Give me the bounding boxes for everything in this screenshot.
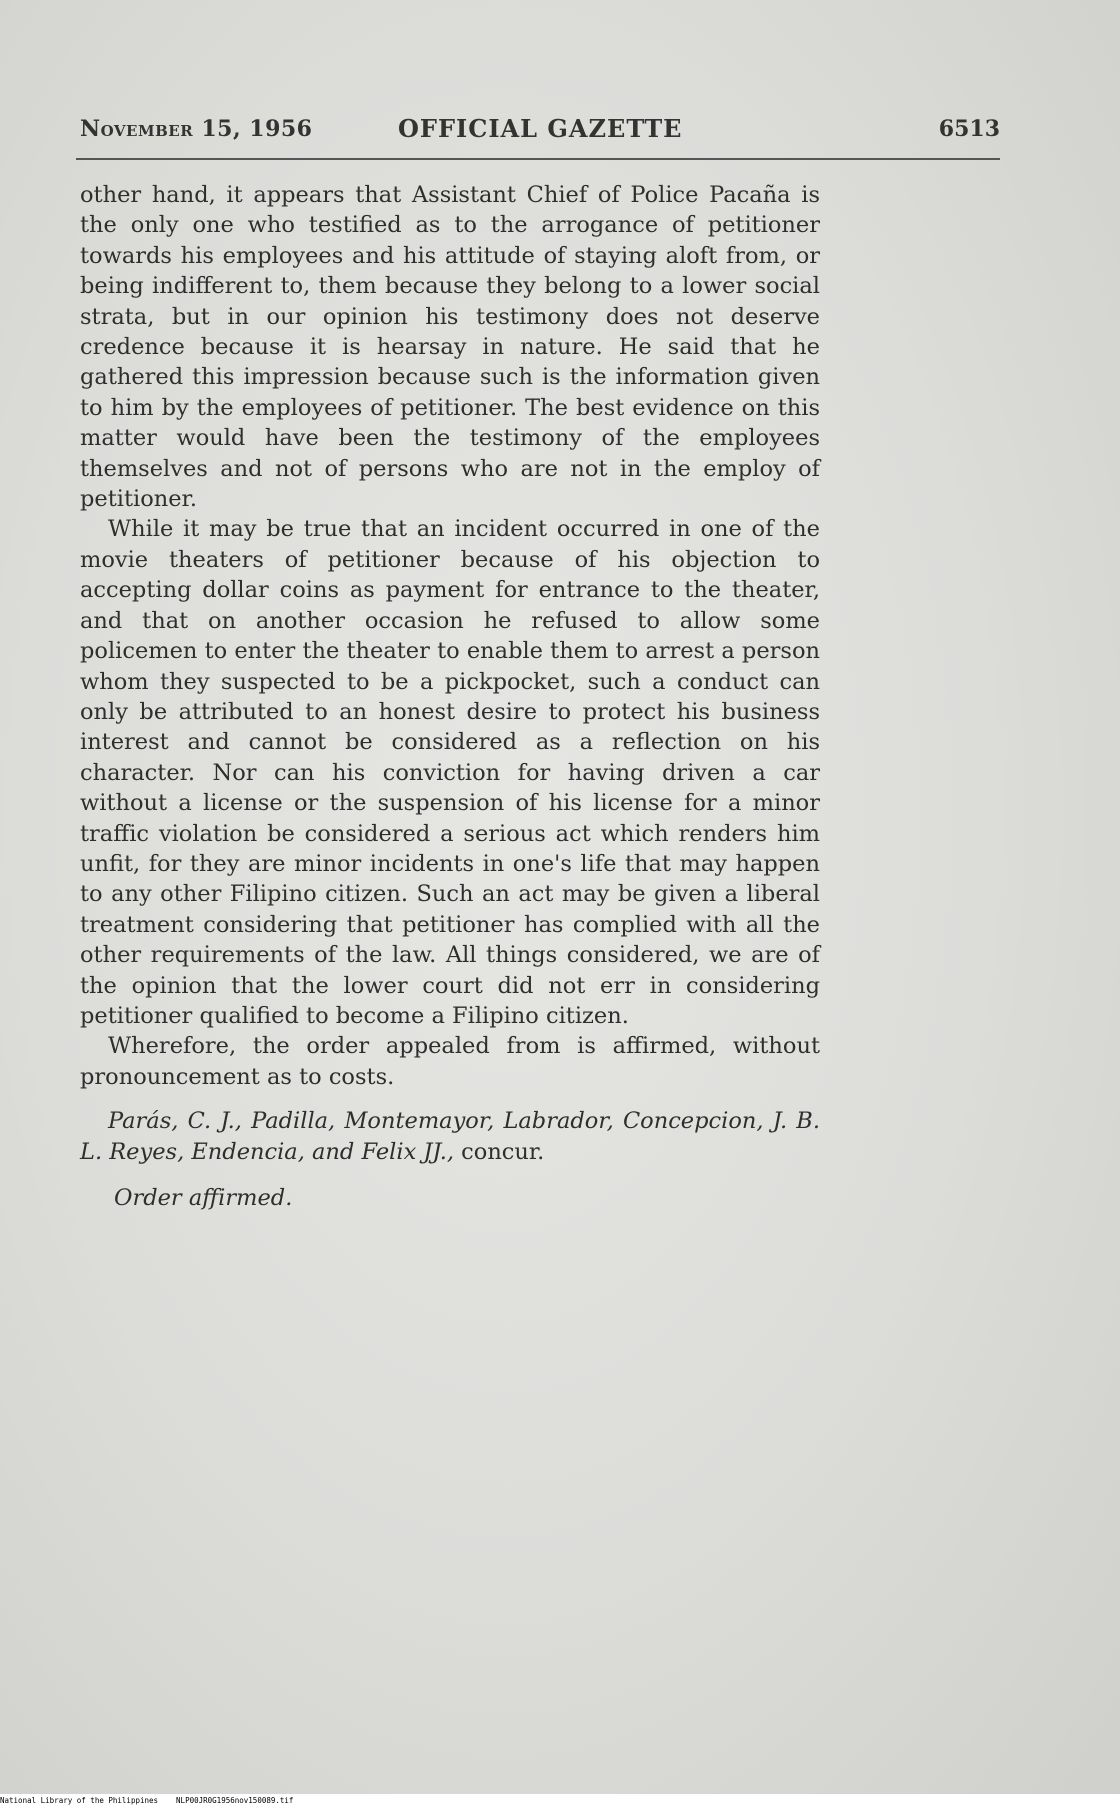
- concur-verb: concur.: [461, 1138, 545, 1165]
- concurring-justices: Parás, C. J., Padilla, Montemayor, Labrador, Concepcion, J. B. L. Reyes, Endencia, and Felix JJ.,: [80, 1108, 820, 1165]
- publication-title: OFFICIAL GAZETTE: [398, 114, 683, 143]
- paragraph-2: While it may be true that an incident occurred in one of the movie theaters of petitioner because of his objection to accepting dollar coins as payment for entrance to the theater, and that on another occasion he refused to allow some policemen to enter the theater to enable them to arrest a person whom they suspected to be a pickpocket, such a conduct can only be attributed to an honest desire to protect his business interest and cannot be considered as a reflection on his character. Nor can his conviction for having driven a car without a license or the suspension of his license for a minor traffic violation be considered a serious act which renders him unfit, for they are minor incidents in one's life that may happen to any other Filipino citizen. Such an act may be given a liberal treatment considering that petitioner has complied with all the other requirements of the law. All things considered, we are of the opinion that the lower court did not err in considering petitioner qualified to become a Filipino citizen.: [80, 516, 820, 1029]
- page-number: 6513: [938, 116, 1000, 142]
- body-text: [80, 180, 820, 1213]
- scan-footer: [0, 1794, 1120, 1808]
- concurrence-line: [80, 1106, 820, 1167]
- paragraph-1: other hand, it appears that Assistant Chief of Police Pacaña is the only one who testified as to the arrogance of petitioner towards his employees and his attitude of staying aloft from, or being indifferent to, them because they belong to a lower social strata, but in our opinion his testimony does not deserve credence because it is hearsay in nature. He said that he gathered this impression because such is the information given to him by the employees of petitioner. The best evidence on this matter would have been the testimony of the employees themselves and not of persons who are not in the employ of petitioner.: [80, 182, 820, 513]
- disposition: Order affirmed.: [114, 1185, 293, 1211]
- issue-date: November 15, 1956: [80, 116, 313, 142]
- library-name: National Library of the Philippines: [0, 1796, 159, 1805]
- paragraph-3: Wherefore, the order appealed from is affirmed, without pronouncement as to costs.: [80, 1033, 820, 1090]
- header-rule: [76, 158, 1000, 160]
- file-id: NLP00JR0G1956nov150089.tif: [176, 1796, 294, 1805]
- running-header: [80, 112, 1000, 148]
